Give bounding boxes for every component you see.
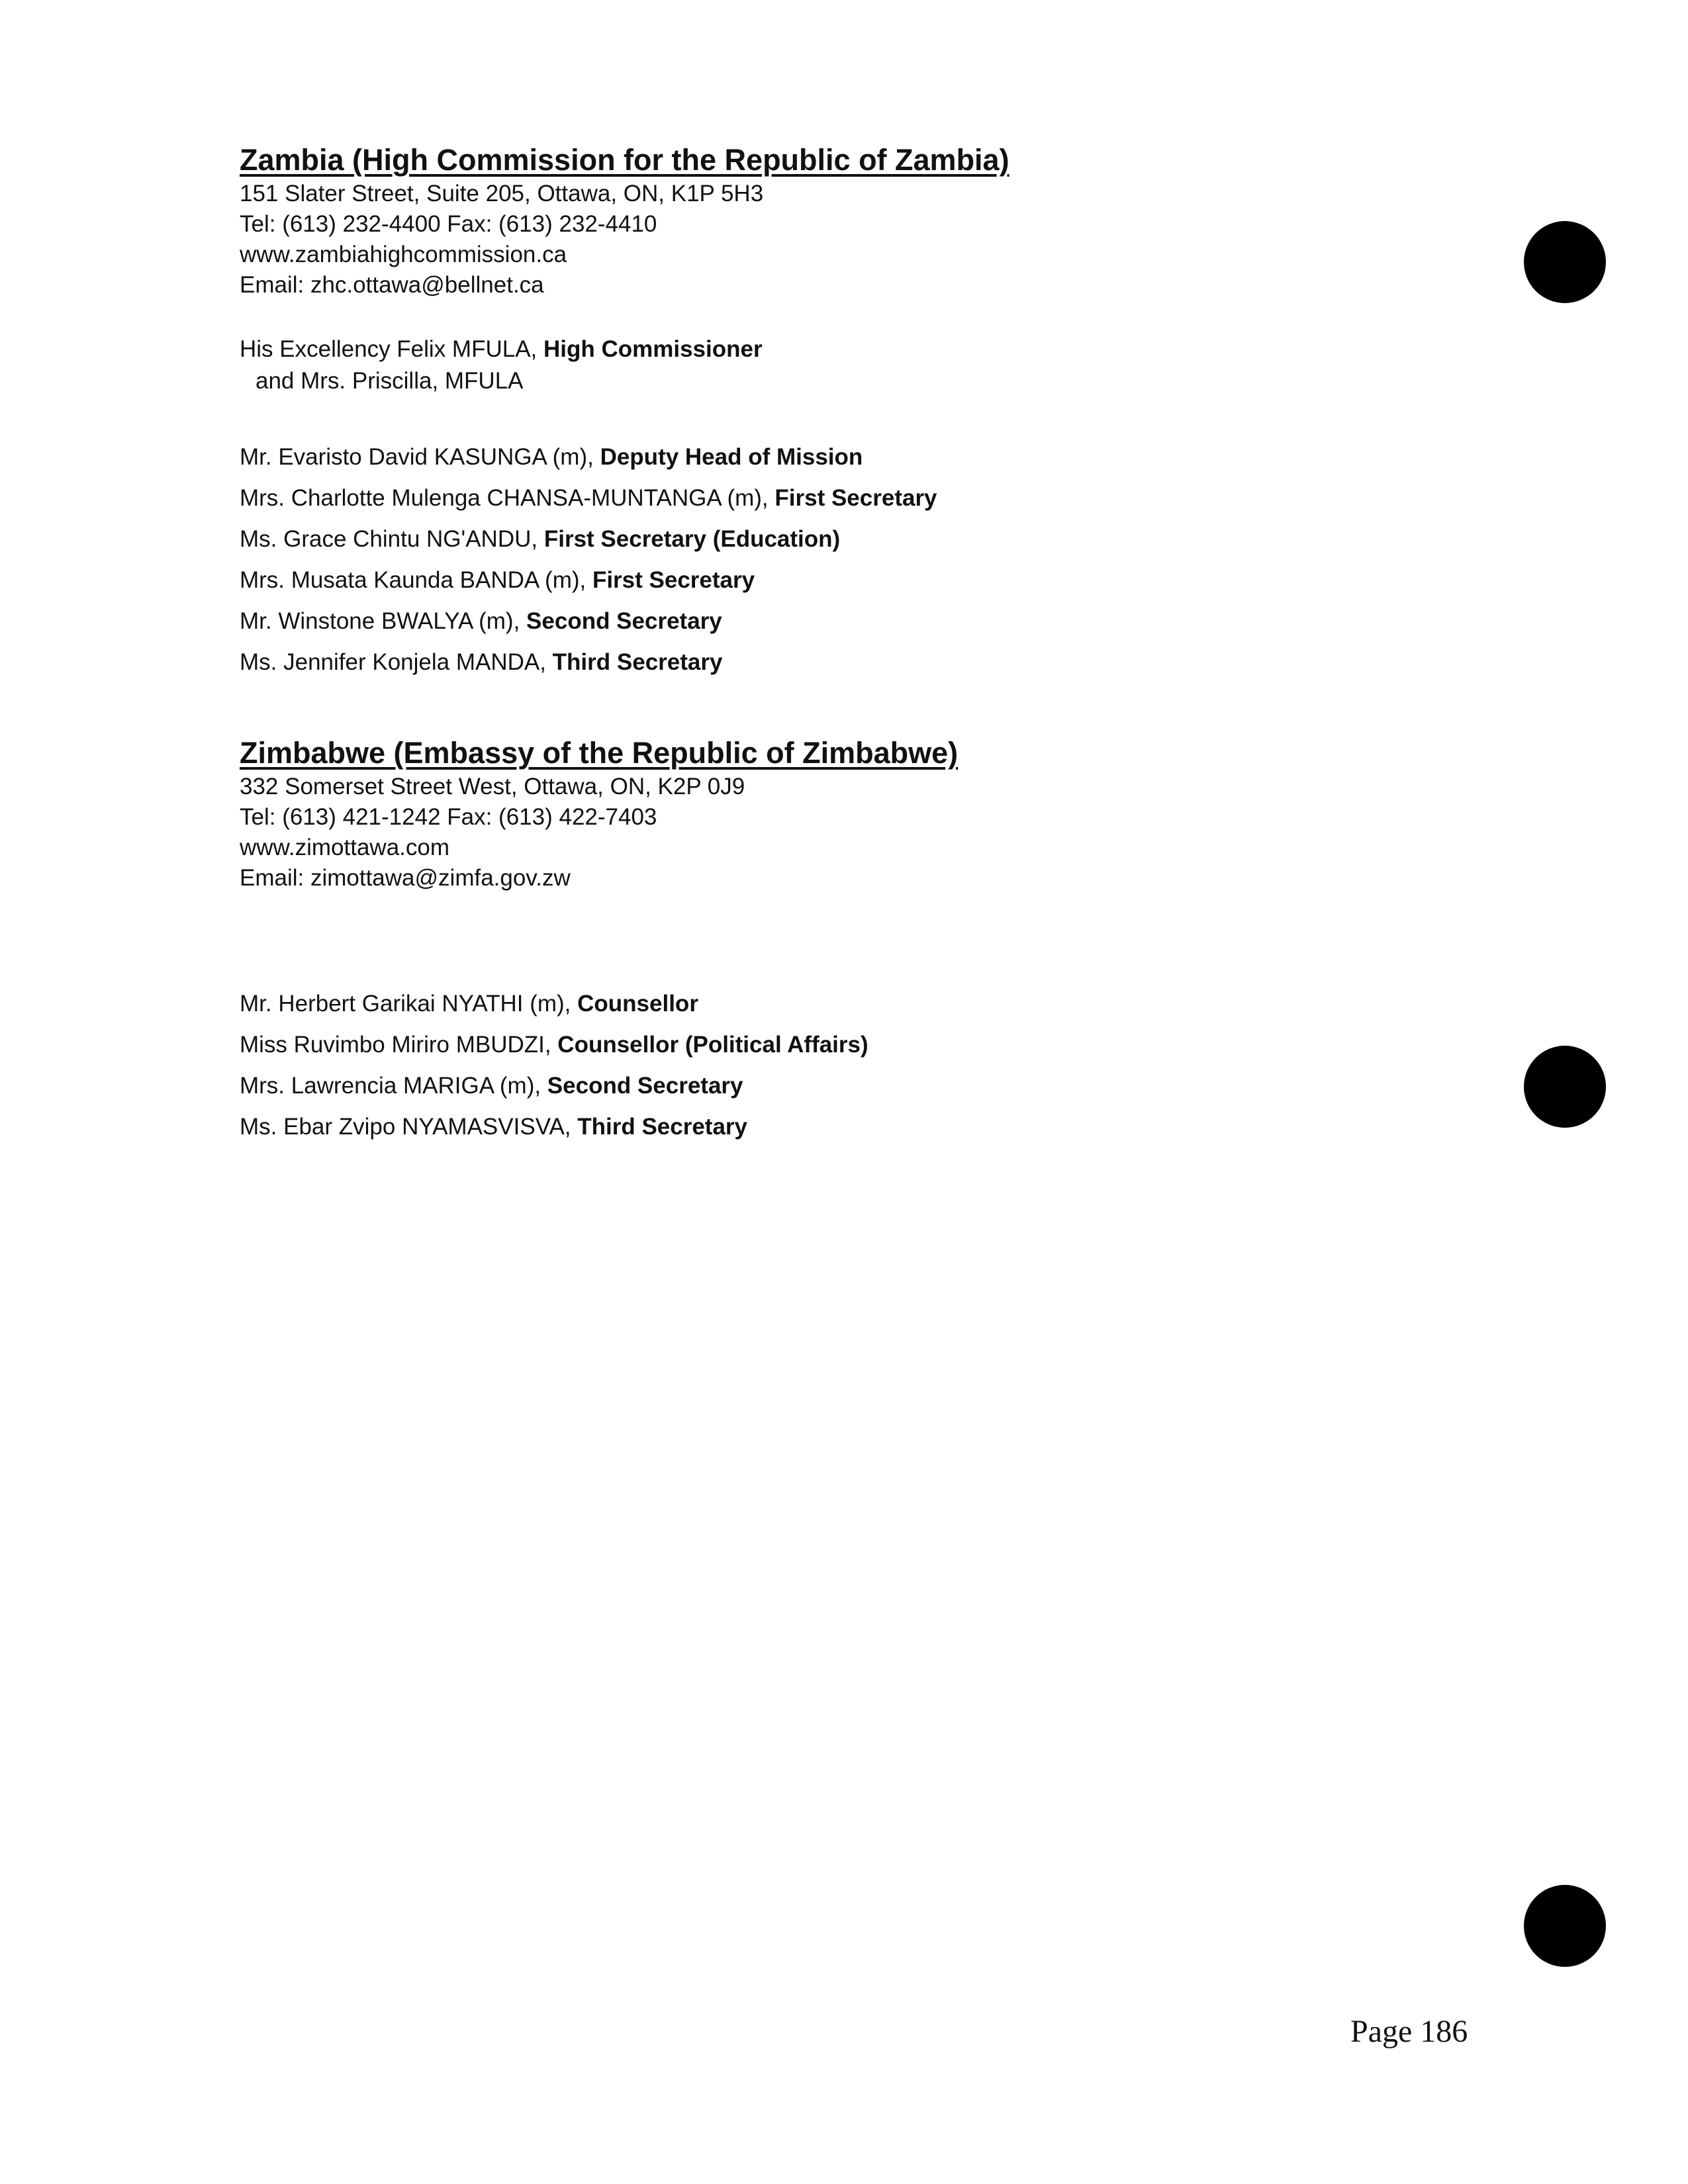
staff-row: [240, 437, 1497, 478]
zambia-phone: Tel: (613) 232-4400 Fax: (613) 232-4410: [240, 211, 657, 237]
zimbabwe-phone: Tel: (613) 421-1242 Fax: (613) 422-7403: [240, 804, 657, 830]
staff-name: Ms. Grace Chintu NG'ANDU,: [240, 526, 544, 552]
staff-title: First Secretary: [774, 485, 937, 511]
staff-row: [240, 642, 1497, 683]
zimbabwe-email: Email: zimottawa@zimfa.gov.zw: [240, 865, 571, 891]
zambia-section: [240, 143, 1497, 300]
staff-row: [240, 1024, 1497, 1066]
principal-name: His Excellency Felix MFULA,: [240, 336, 543, 362]
punch-hole-top: [1524, 221, 1606, 303]
staff-row: [240, 560, 1497, 601]
staff-name: Mr. Winstone BWALYA (m),: [240, 608, 527, 634]
staff-row: [240, 519, 1497, 560]
zimbabwe-contact: [240, 772, 1497, 893]
zimbabwe-staff-list: [240, 983, 1497, 1148]
principal-title: High Commissioner: [543, 336, 763, 362]
zambia-email: Email: zhc.ottawa@bellnet.ca: [240, 272, 544, 298]
principal-spouse: and Mrs. Priscilla, MFULA: [256, 368, 524, 394]
zambia-principal: [240, 334, 1497, 397]
punch-hole-middle: [1524, 1046, 1606, 1128]
staff-title: Counsellor (Political Affairs): [557, 1032, 868, 1058]
punch-hole-bottom: [1524, 1885, 1606, 1967]
staff-title: Deputy Head of Mission: [600, 444, 863, 470]
zambia-staff-list: [240, 437, 1497, 683]
zimbabwe-section: [240, 736, 1497, 893]
staff-name: Ms. Ebar Zvipo NYAMASVISVA,: [240, 1114, 578, 1140]
staff-row: [240, 478, 1497, 519]
zambia-heading: Zambia (High Commission for the Republic of Zambia): [240, 143, 1009, 177]
staff-title: Second Secretary: [547, 1073, 743, 1099]
staff-name: Mrs. Lawrencia MARIGA (m),: [240, 1073, 547, 1099]
staff-row: [240, 601, 1497, 642]
staff-name: Ms. Jennifer Konjela MANDA,: [240, 649, 553, 675]
staff-title: Third Secretary: [552, 649, 723, 675]
staff-name: Mr. Herbert Garikai NYATHI (m),: [240, 991, 578, 1017]
zambia-website: www.zambiahighcommission.ca: [240, 242, 567, 267]
staff-row: [240, 1107, 1497, 1148]
staff-name: Mr. Evaristo David KASUNGA (m),: [240, 444, 600, 470]
zimbabwe-heading: Zimbabwe (Embassy of the Republic of Zimbabwe): [240, 736, 959, 770]
zimbabwe-address: 332 Somerset Street West, Ottawa, ON, K2P 0J9: [240, 774, 745, 799]
staff-name: Mrs. Charlotte Mulenga CHANSA-MUNTANGA (m),: [240, 485, 775, 511]
zambia-contact: [240, 179, 1497, 300]
principal-line: [240, 334, 1497, 365]
staff-name: Mrs. Musata Kaunda BANDA (m),: [240, 567, 592, 593]
staff-title: Second Secretary: [526, 608, 722, 634]
page-number: Page 186: [1350, 2014, 1468, 2049]
staff-title: First Secretary: [592, 567, 755, 593]
staff-title: First Secretary (Education): [543, 526, 841, 552]
staff-row: [240, 983, 1497, 1024]
staff-name: Miss Ruvimbo Miriro MBUDZI,: [240, 1032, 558, 1058]
zimbabwe-website: www.zimottawa.com: [240, 835, 450, 860]
zambia-address: 151 Slater Street, Suite 205, Ottawa, ON, K1P 5H3: [240, 181, 764, 206]
staff-row: [240, 1066, 1497, 1107]
staff-title: Third Secretary: [577, 1114, 748, 1140]
staff-title: Counsellor: [577, 991, 698, 1017]
